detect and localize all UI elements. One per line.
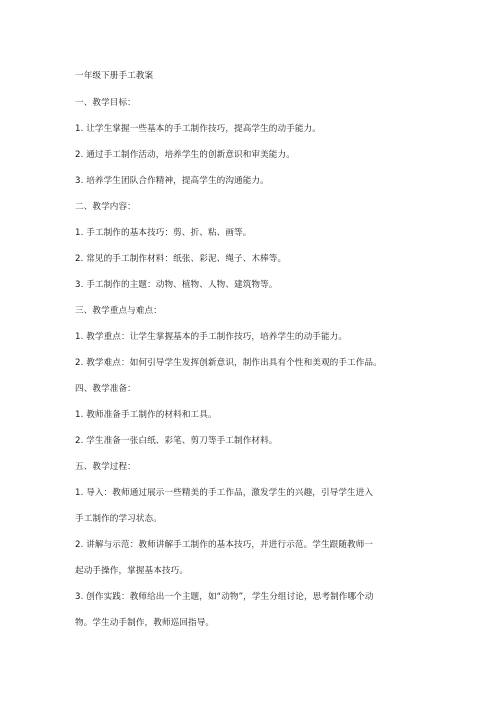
paragraph-line: 3. 培养学生团队合作精神，提高学生的沟通能力。 xyxy=(75,176,269,186)
paragraph-line: 手工制作的学习状态。 xyxy=(75,514,162,524)
paragraph-line: 2. 学生准备一张白纸、彩笔、剪刀等手工制作材料。 xyxy=(75,436,278,446)
section-heading-preparation: 四、教学准备： xyxy=(75,384,136,394)
section-heading-content: 二、教学内容： xyxy=(75,202,136,212)
paragraph-line: 1. 手工制作的基本技巧：剪、折、粘、画等。 xyxy=(75,228,252,238)
paragraph-line: 3. 创作实践：教师给出一个主题，如“动物”，学生分组讨论，思考制作哪个动 xyxy=(75,592,374,602)
section-heading-objectives: 一、教学目标： xyxy=(75,98,136,108)
paragraph-line: 1. 教师准备手工制作的材料和工具。 xyxy=(75,410,217,420)
paragraph-line: 2. 通过手工制作活动，培养学生的创新意识和审美能力。 xyxy=(75,150,295,160)
paragraph-line: 2. 常见的手工制作材料：纸张、彩泥、绳子、木棒等。 xyxy=(75,254,287,264)
section-heading-process: 五、教学过程： xyxy=(75,462,136,472)
paragraph-line: 2. 讲解与示范：教师讲解手工制作的基本技巧，并进行示范。学生跟随教师一 xyxy=(75,540,374,550)
paragraph-line: 3. 手工制作的主题：动物、植物、人物、建筑物等。 xyxy=(75,280,278,290)
paragraph-line: 物。学生动手制作，教师巡回指导。 xyxy=(75,618,215,628)
paragraph-line: 2. 教学难点：如何引导学生发挥创新意识，制作出具有个性和美观的手工作品。 xyxy=(75,358,382,368)
paragraph-line: 1. 让学生掌握一些基本的手工制作技巧，提高学生的动手能力。 xyxy=(75,124,321,134)
paragraph-line: 1. 导入：教师通过展示一些精美的手工作品，激发学生的兴趣，引导学生进入 xyxy=(75,488,374,498)
paragraph-line: 起动手操作，掌握基本技巧。 xyxy=(75,566,189,576)
paragraph-line: 1. 教学重点：让学生掌握基本的手工制作技巧，培养学生的动手能力。 xyxy=(75,332,348,342)
document-title: 一年级下册手工教案 xyxy=(75,71,154,81)
section-heading-key-points: 三、教学重点与难点： xyxy=(75,306,162,316)
